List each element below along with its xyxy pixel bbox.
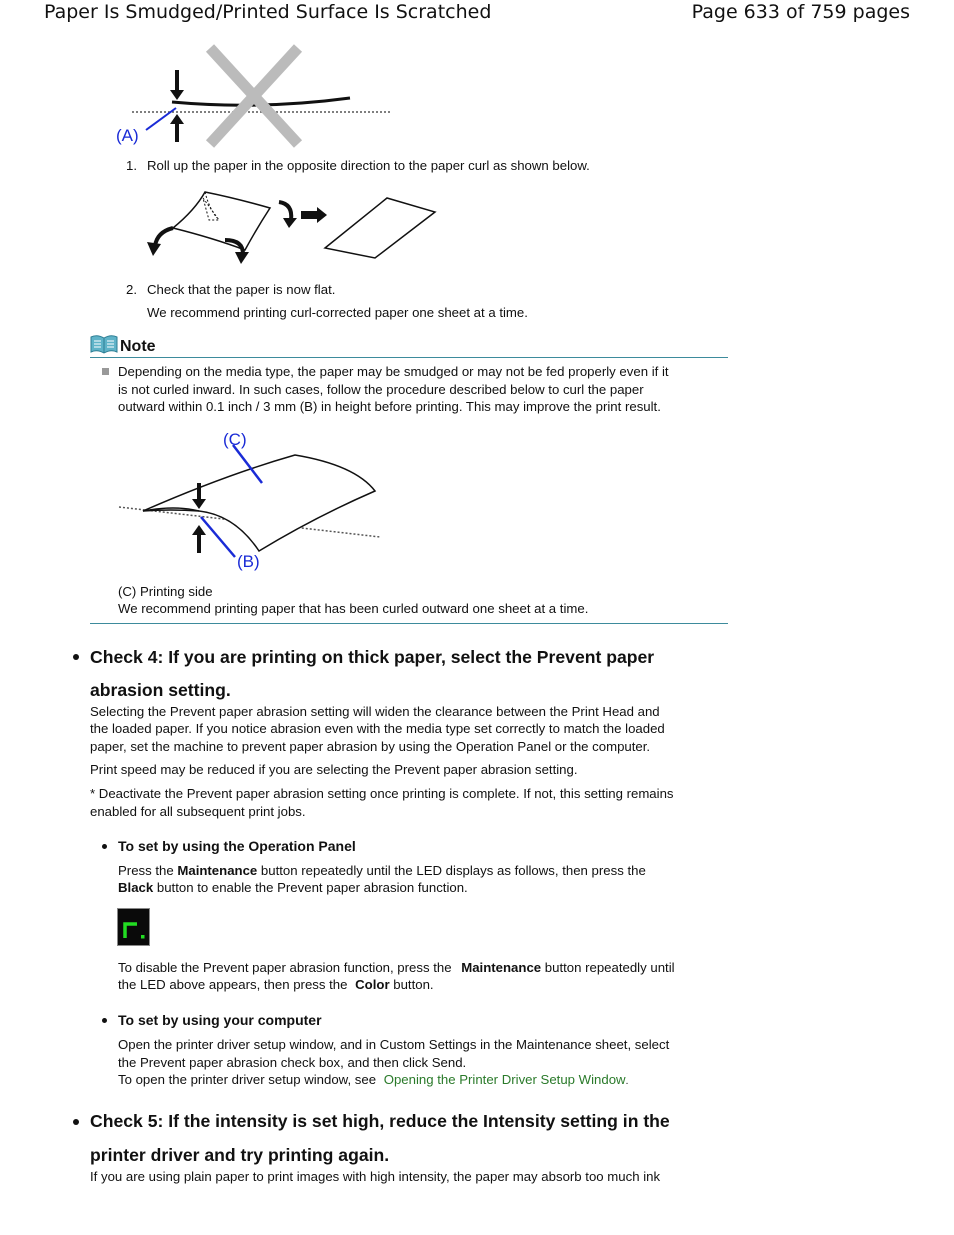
check4-para: Print speed may be reduced if you are selecting the Prevent paper abrasion setting. [90, 762, 578, 777]
sub-bullet [102, 844, 107, 849]
note-top-rule [90, 357, 728, 358]
operation-panel-line: Press the Maintenance button repeatedly until the LED displays as follows, then press the [118, 863, 646, 878]
led-display-icon [117, 908, 150, 946]
label-a: (A) [116, 126, 139, 145]
note-line: Depending on the media type, the paper may be smudged or may not be fed properly even if it [118, 364, 669, 379]
caption-recommendation: We recommend printing paper that has been curled outward one sheet at a time. [118, 601, 589, 616]
sub-bullet [102, 1018, 107, 1023]
page-title: Paper Is Smudged/Printed Surface Is Scratched [44, 1, 492, 23]
operation-panel-title: To set by using the Operation Panel [118, 838, 356, 854]
check4-para: Selecting the Prevent paper abrasion setting will widen the clearance between the Print Head and [90, 704, 660, 719]
check5-heading-cont: printer driver and try printing again. [90, 1145, 390, 1165]
label-b: (B) [237, 552, 260, 571]
check-bullet [73, 654, 79, 660]
check4-para: enabled for all subsequent print jobs. [90, 804, 306, 819]
computer-title: To set by using your computer [118, 1012, 322, 1028]
computer-line: Open the printer driver setup window, and in Custom Settings in the Maintenance sheet, select [118, 1037, 670, 1052]
caption-printing-side: (C) Printing side [118, 584, 213, 599]
page-counter: Page 633 of 759 pages [691, 1, 910, 23]
roll-paper-figure [145, 180, 445, 270]
computer-line: To open the printer driver setup window, see Opening the Printer Driver Setup Window. [118, 1072, 629, 1087]
note-line: is not curled inward. In such cases, follow the procedure described below to curl the paper [118, 382, 644, 397]
check4-heading: Check 4: If you are printing on thick paper, select the Prevent paper [90, 647, 655, 667]
step-text: Roll up the paper in the opposite direction to the paper curl as shown below. [147, 158, 590, 173]
step-number: 1. [126, 158, 137, 173]
note-bottom-rule [90, 623, 728, 624]
label-c: (C) [223, 430, 247, 449]
book-note-icon [90, 334, 118, 354]
check5-heading: Check 5: If the intensity is set high, reduce the Intensity setting in the [90, 1111, 670, 1131]
operation-panel-line: Black button to enable the Prevent paper abrasion function. [118, 880, 468, 895]
check-bullet [73, 1119, 79, 1125]
step-number: 2. [126, 282, 137, 297]
check4-para: the loaded paper. If you notice abrasion even with the media type set correctly to match the loaded [90, 721, 665, 736]
curled-paper-x-figure [110, 40, 410, 150]
step-text: Check that the paper is now flat. [147, 282, 336, 297]
disable-line: the LED above appears, then press the Color button. [118, 977, 434, 992]
check4-para: paper, set the machine to prevent paper abrasion by using the Operation Panel or the computer. [90, 739, 651, 754]
computer-line: the Prevent paper abrasion check box, and then click Send. [118, 1055, 467, 1070]
outward-curl-figure [115, 425, 385, 575]
note-title: Note [120, 338, 156, 355]
disable-line: To disable the Prevent paper abrasion function, press the Maintenance button repeatedly until [118, 960, 675, 975]
check4-para: * Deactivate the Prevent paper abrasion setting once printing is complete. If not, this setting remains [90, 786, 674, 801]
step-recommendation: We recommend printing curl-corrected paper one sheet at a time. [147, 305, 528, 320]
note-line: outward within 0.1 inch / 3 mm (B) in height before printing. This may improve the print result. [118, 399, 661, 414]
driver-setup-link[interactable]: Opening the Printer Driver Setup Window [383, 1072, 626, 1087]
check5-para: If you are using plain paper to print images with high intensity, the paper may absorb too much ink [90, 1169, 661, 1184]
note-bullet [102, 368, 109, 375]
check4-heading-cont: abrasion setting. [90, 680, 231, 700]
